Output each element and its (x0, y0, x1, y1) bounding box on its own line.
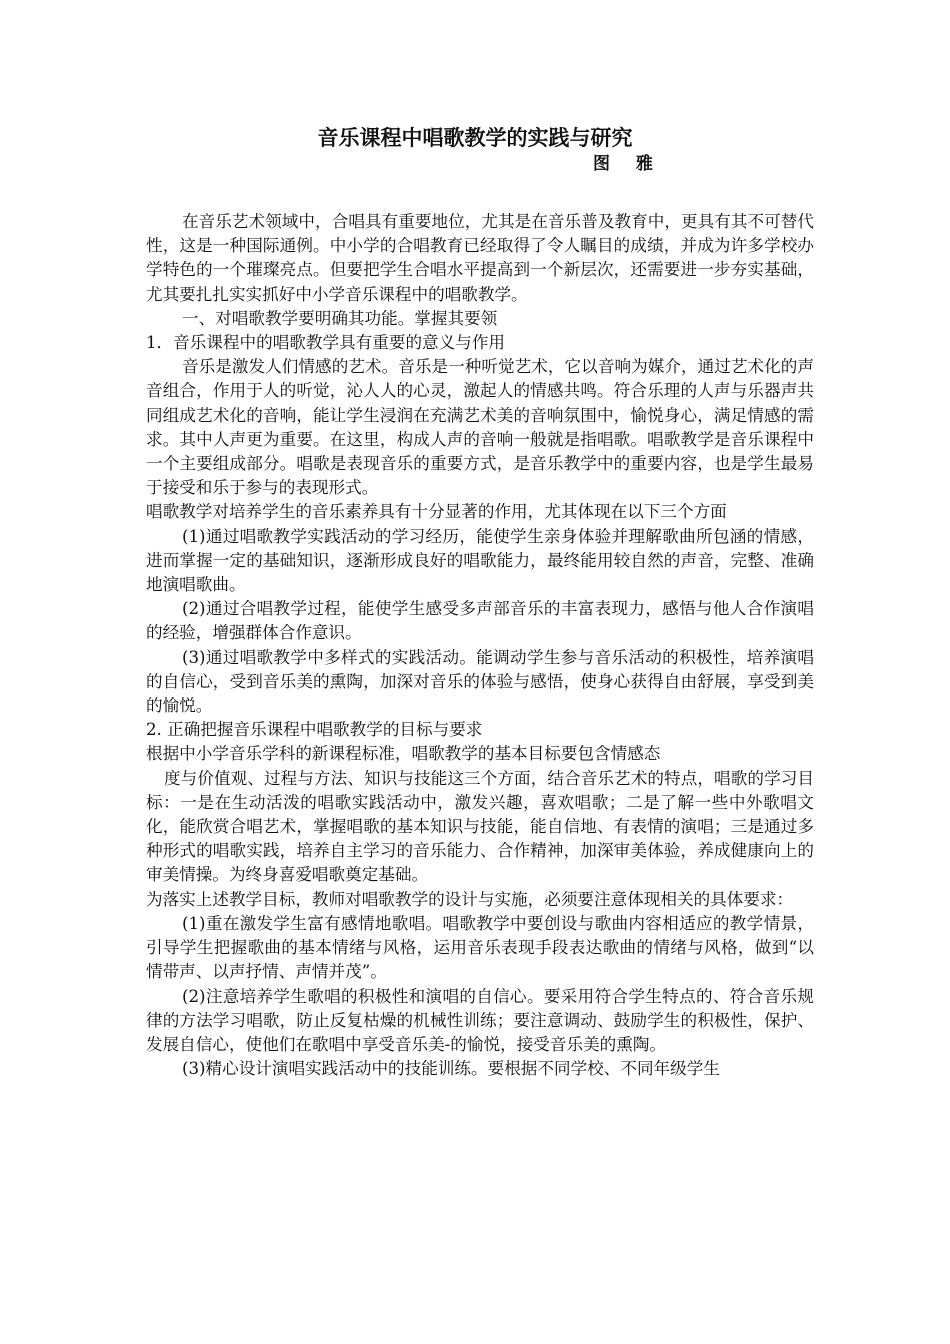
body-paragraph: 在音乐艺术领域中，合唱具有重要地位，尤其是在音乐普及教育中，更具有其不可替代性，这是一种国际通例。中小学的合唱教育已经取得了令人瞩目的成绩，并成为许多学校办学特色的一个璀璨亮点。但要把学生合唱水平提高到一个新层次，还需要进一步夯实基础，尤其要扎扎实实抓好中小学音乐课程中的唱歌教学。 (146, 212, 814, 304)
body-paragraph: 为落实上述教学目标，教师对唱歌教学的设计与实施，必须要注意体现相关的具体要求： (146, 889, 794, 909)
body-paragraph: 音乐是激发人们情感的艺术。音乐是一种听觉艺术，它以音响为媒介，通过艺术化的声音组合，作用于人的听觉，沁人人的心灵，激起人的情感共鸣。符合乐理的人声与乐器声共同组成艺术化的音响，能让学生浸润在充满艺术美的音响氛围中，愉悦身心，满足情感的需求。其中人声更为重要。在这里，构成人声的音响一般就是指唱歌。唱歌教学是音乐课程中一个主要组成部分。唱歌是表现音乐的重要方式，是音乐教学中的重要内容，也是学生最易于接受和乐于参与的表现形式。 (146, 357, 814, 498)
body-paragraph: (2)注意培养学生歌唱的积极性和演唱的自信心。要采用符合学生特点的、符合音乐规律的方法学习唱歌，防止反复枯燥的机械性训练；要注意调动、鼓励学生的积极性，保护、发展自信心，使他们在歌唱中享受音乐美-的愉悦，接受音乐美的熏陶。 (146, 986, 814, 1054)
document-title: 音乐课程中唱歌教学的实践与研究 (317, 125, 633, 150)
body-paragraph: (1)通过唱歌教学实践活动的学习经历，能使学生亲身体验并理解歌曲所包涵的情感，进而掌握一定的基础知识，逐渐形成良好的唱歌能力，最终能用较自然的声音，完整、准确地演唱歌曲。 (146, 526, 814, 595)
document-body (146, 210, 814, 1081)
body-paragraph: 2. 正确把握音乐课程中唱歌教学的目标与要求 (146, 720, 483, 740)
body-paragraph: (3)精心设计演唱实践活动中的技能训练。要根据不同学校、不同年级学生 (182, 1059, 720, 1079)
body-paragraph: 度与价值观、过程与方法、知识与技能这三个方面，结合音乐艺术的特点，唱歌的学习目标：一是在生动活泼的唱歌实践活动中，激发兴趣，喜欢唱歌；二是了解一些中外歌唱文化，能欣赏合唱艺术，掌握唱歌的基本知识与技能，能自信地、有表情的演唱；三是通过多种形式的唱歌实践，培养自主学习的音乐能力、合作精神，加深审美体验，养成健康向上的审美情操。为终身喜爱唱歌奠定基础。 (146, 768, 814, 885)
body-paragraph: 根据中小学音乐学科的新课程标准，唱歌教学的基本目标要包含情感态 (146, 744, 661, 764)
body-paragraph: (1)重在激发学生富有感情地歌唱。唱歌教学中要创设与歌曲内容相适应的教学情景，引导学生把握歌曲的基本情绪与风格，运用音乐表现手段表达歌曲的情绪与风格，做到“以情带声、以声抒情、声情并茂”。 (146, 913, 814, 982)
body-paragraph: 一、对唱歌教学要明确其功能。掌握其要领 (182, 308, 498, 328)
body-paragraph: (3)通过唱歌教学中多样式的实践活动。能调动学生参与音乐活动的积极性，培养演唱的自信心，受到音乐美的熏陶，加深对音乐的体验与感悟，使身心获得自由舒展，享受到美的愉悦。 (146, 647, 814, 716)
document-author: 图 雅 (593, 154, 663, 174)
body-paragraph: 1．音乐课程中的唱歌教学具有重要的意义与作用 (146, 333, 506, 353)
body-paragraph: 唱歌教学对培养学生的音乐素养具有十分显著的作用，尤其体现在以下三个方面 (146, 502, 727, 522)
body-paragraph: (2)通过合唱教学过程，能使学生感受多声部音乐的丰富表现力，感悟与他人合作演唱的经验，增强群体合作意识。 (146, 599, 814, 643)
